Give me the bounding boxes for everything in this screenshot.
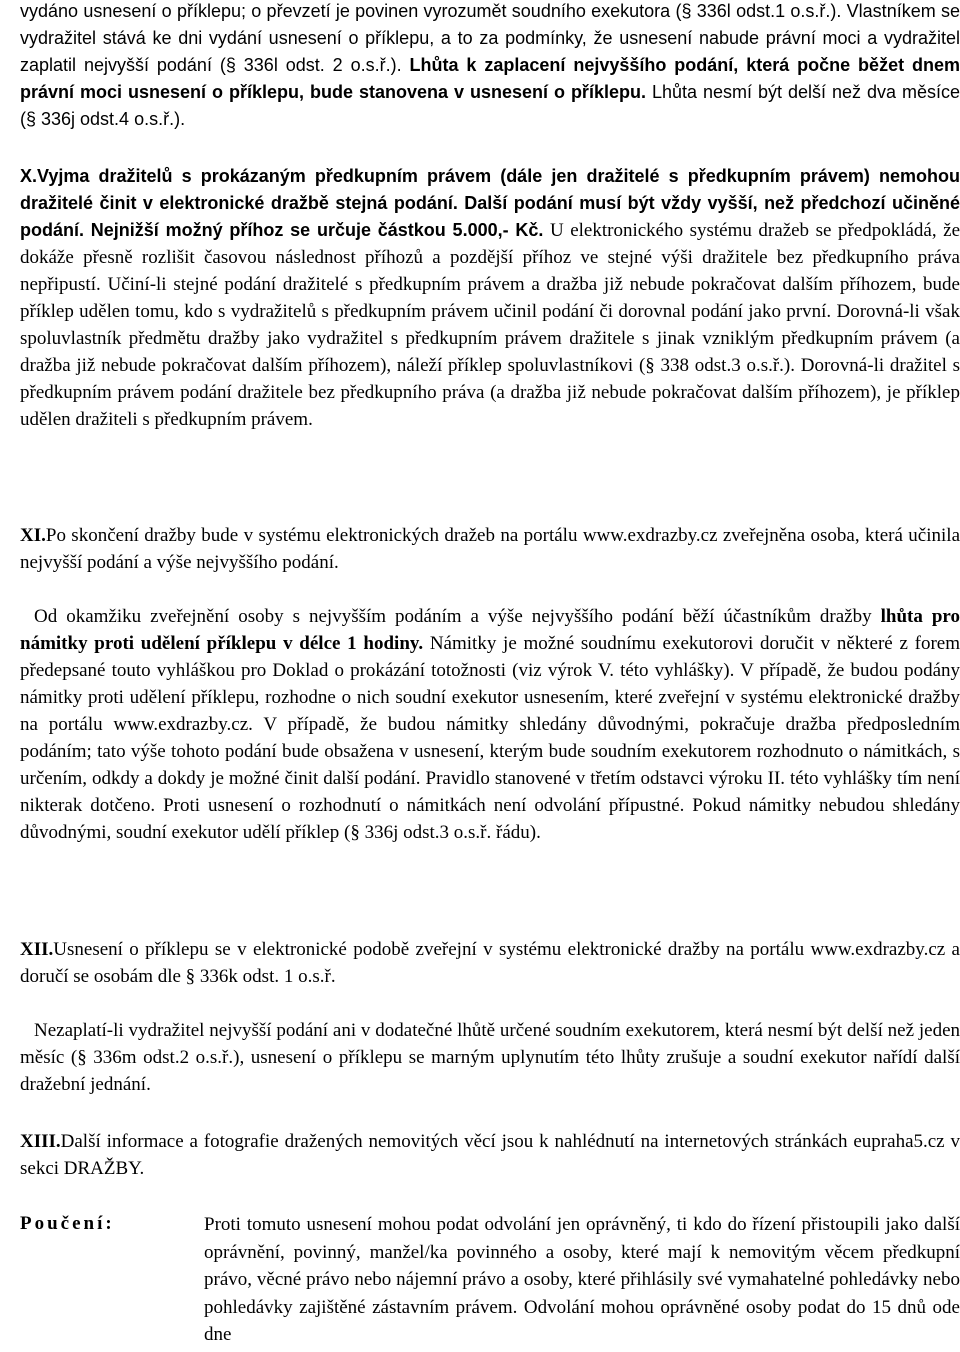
text-ownership: Vlastníkem se vydražitel stává ke dni vydání usnesení o příklepu, a to za podmínky, že usnesení nabude právní moci a vydražitel zaplatil nejvyšší podání (§ 336l odst. 2 o.s.ř.).: [20, 1, 960, 75]
nonpayment-text: Nezaplatí-li vydražitel nejvyšší podání ani v dodatečné lhůtě určené soudním exekutorem, která nesmí být delší než jeden měsíc (§ 336m odst.2 o.s.ř.), usnesení o příklepu se marným uplynutím této lhůty zrušuje a soudní exekutor nařídí další dražební jednání.: [20, 1020, 960, 1095]
section-x-text: U elektronického systému dražeb se předpokládá, že dokáže přesně rozlišit časovou následnost příhozů a pozdější příhoz ve stejné výši dražitele bez předkupního práva nepřipustí. Učiní-li stejné podání dražitelé s předkupním právem a dražba již nebude pokračovat dalším příhozem, bude příklep udělen tomu, kdo s vydražitelů s předkupním právem učinil podání či dorovnal podání jako první. Dorovná-li však spoluvlastník předmětu dražby jako vydražitel s předkupním právem dražitele s jinak vzniklým předkupním právem (a dražba již nebude pokračovat dalším příhozem), náleží příklep spoluvlastníkovi (§ 338 odst.3 o.s.ř.). Dorovná-li dražitel s předkupním právem podání dražitele bez předkupního práva (a dražba již nebude pokračovat dalším příhozem), je příklep udělen dražiteli s předkupním právem.: [20, 220, 960, 430]
text-payment-deadline: Lhůta k zaplacení nejvyššího podání, která počne běžet dnem právní moci usnesení o příklepu, bude stanovena v usnesení o příklepu.: [20, 55, 960, 102]
paragraph-auction-result: [20, 0, 960, 133]
section-xiii: [20, 1128, 960, 1182]
paragraph-objections: [20, 603, 960, 846]
section-x: [20, 163, 960, 433]
paragraph-nonpayment: [20, 1017, 960, 1098]
section-xi: [20, 522, 960, 576]
pouceni-text: Proti tomuto usnesení mohou podat odvolání jen oprávněný, ti kdo do řízení přistoupili jako další oprávnění, povinný, manžel/ka povinného a osoby, které mají k nemovitým věcem předkupní právo, věcné právo nebo nájemní právo a osoby, které přihlásily své vymahatelné pohledávky nebo pohledávky zajištěné zástavním právem. Odvolání mohou oprávněné osoby podat do 15 dnů ode dne: [204, 1214, 960, 1345]
text-deadline-limit: Lhůta nesmí být delší než dva měsíce (§ 336j odst.4 o.s.ř.).: [20, 82, 960, 129]
pouceni-label: Poučení:: [20, 1213, 115, 1234]
objections-deadline: lhůta pro námitky proti udělení příklepu v délce 1 hodiny.: [20, 606, 960, 654]
section-xii: [20, 936, 960, 990]
section-xi-number: XI.: [20, 525, 46, 546]
objections-intro: Od okamžiku zveřejnění osoby s nejvyšším podáním a výše nejvyššího podání běží účastníkům dražby: [34, 606, 881, 627]
section-xiii-text: Další informace a fotografie dražených nemovitých věcí jsou k nahlédnutí na internetových stránkách eupraha5.cz v sekci DRAŽBY.: [20, 1131, 960, 1179]
section-xii-text: Usnesení o příklepu se v elektronické podobě zveřejní v systému elektronické dražby na portálu www.exdrazby.cz a doručí se osobám dle § 336k odst. 1 o.s.ř.: [20, 939, 960, 987]
section-xiii-number: XIII.: [20, 1131, 61, 1152]
section-xii-number: XII.: [20, 939, 54, 960]
section-xi-text: Po skončení dražby bude v systému elektronických dražeb na portálu www.exdrazby.cz zveřejněna osoba, která učinila nejvyšší podání a výše nejvyššího podání.: [20, 525, 960, 573]
objections-text: Námitky je možné soudnímu exekutorovi doručit v některé z forem předepsané touto vyhláškou pro Doklad o prokázání totožnosti (viz výrok V. této vyhlášky). V případě, že budou podány námitky proti udělení příklepu, rozhodne o nich soudní exekutor usnesením, které zveřejní v systému elektronické dražby na portálu www.exdrazby.cz. V případě, že budou námitky shledány důvodnými, pokračuje dražba předposledním podáním; tato výše tohoto podání bude obsažena v usnesení, kterým bude soudním exekutorem rozhodnuto o námitkách, s určením, odkdy a dokdy je možné činit další podání. Pravidlo stanovené v třetím odstavci výroku II. této vyhlášky tím není nikterak dotčeno. Proti usnesení o rozhodnutí o námitkách není odvolání přípustné. Pokud námitky nebudou shledány důvodnými, soudní exekutor udělí příklep (§ 336j odst.3 o.s.ř. řádu).: [20, 633, 960, 843]
section-x-bold: X.Vyjma dražitelů s prokázaným předkupním právem (dále jen dražitelé s předkupním právem) nemohou dražitelé činit v elektronické dražbě stejná podání. Další podání musí být vždy vyšší, než předchozí učiněné podání. Nejnižší možný příhoz se určuje částkou 5.000,- Kč.: [20, 166, 960, 240]
text-notice-executor: vydáno usnesení o příklepu; o převzetí je povinen vyrozumět soudního exekutora (§ 336l odst.1 o.s.ř.).: [20, 1, 842, 21]
